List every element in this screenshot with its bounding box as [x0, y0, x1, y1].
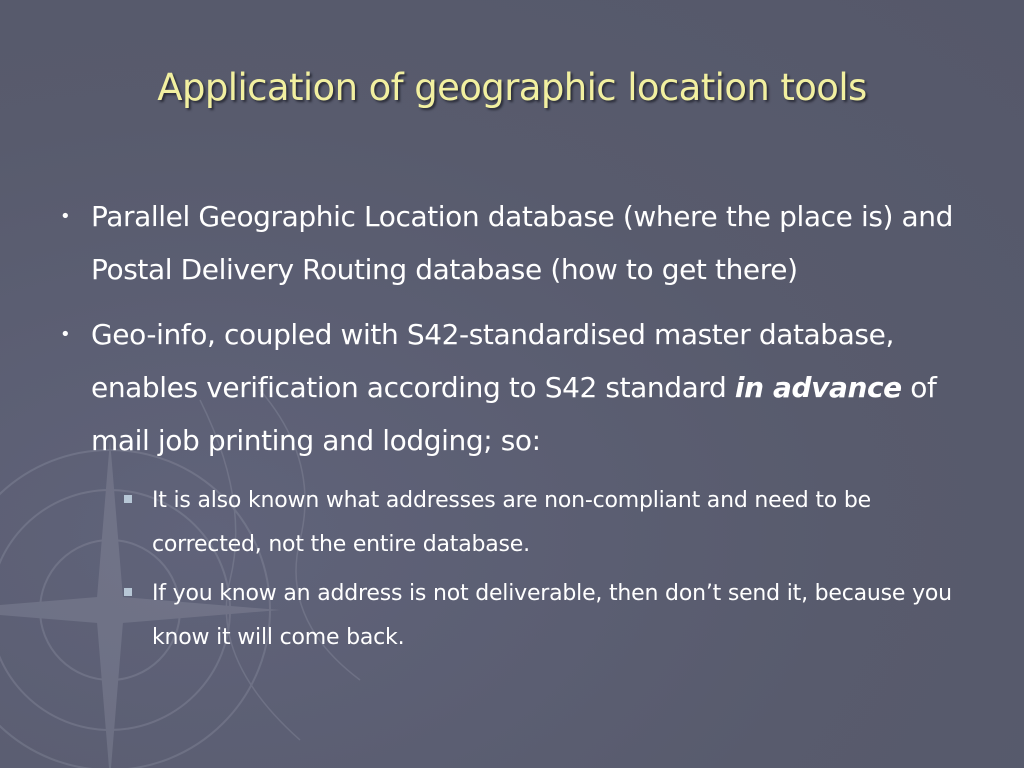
- sub-bullet-item: [152, 479, 972, 567]
- square-bullet-icon: [124, 495, 132, 503]
- bullet-item: [60, 190, 990, 296]
- bullet-text-continued: of mail job printing and lodging; so:: [91, 371, 937, 457]
- slide-content: [60, 190, 990, 665]
- sub-bullet-text: It is also known what addresses are non-compliant and need to be corrected, not the entire database.: [152, 488, 871, 557]
- bullet-text: Geo-info, coupled with S42-standardised master database, enables verification according to S42 standard: [91, 318, 894, 404]
- square-bullet-icon: [124, 588, 132, 596]
- dot-bullet-icon: •: [60, 324, 71, 345]
- bullet-emphasis: in advance: [734, 371, 902, 404]
- sub-bullet-text: If you know an address is not deliverable, then don’t send it, because you know it will come back.: [152, 581, 952, 650]
- slide-title: Application of geographic location tools: [157, 66, 867, 109]
- dot-bullet-icon: •: [60, 206, 71, 227]
- sub-bullet-item: [152, 572, 972, 660]
- bullet-text: Parallel Geographic Location database (where the place is) and Postal Delivery Routing database (how to get there): [91, 200, 954, 286]
- bullet-item: [60, 308, 990, 467]
